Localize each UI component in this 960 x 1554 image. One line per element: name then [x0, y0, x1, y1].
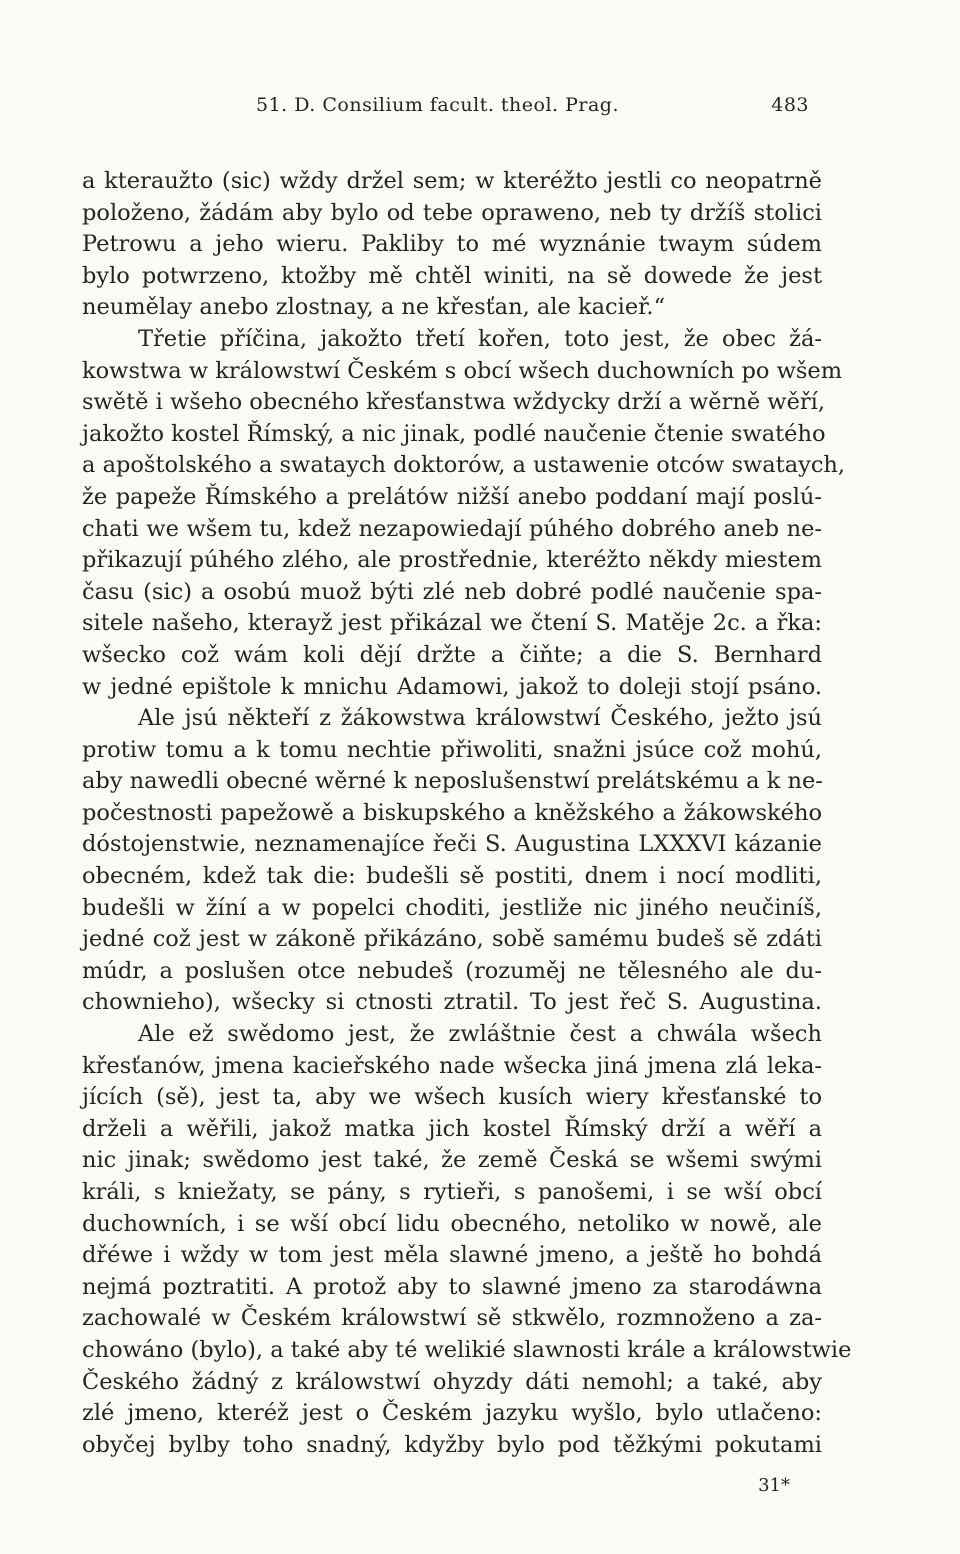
text-line: že papeže Římského a prelátów nižší anebo poddaní mají poslú- [82, 483, 822, 510]
text-line: chownieho), wšecky si ctnosti ztratil. To jest řeč S. Augustina. [82, 989, 822, 1016]
text-line: jedné což jest w zákoně přikázáno, sobě samému budeš sě zdáti [82, 926, 822, 953]
text-line: zlé jmeno, kteréž jest o Českém jazyku wyšlo, bylo utlačeno: [82, 1400, 822, 1427]
text-line: jících (sě), jest ta, aby we wšech kusích wiery křesťanské to [82, 1084, 822, 1111]
text-line: neumělay anebo zlostnay, a ne křesťan, ale kacieř.“ [82, 294, 666, 321]
text-line: chowáno (bylo), a také aby té welikié slawnosti krále a králowstwie [82, 1336, 852, 1363]
text-line: Petrowu a jeho wieru. Pakliby to mé wyznánie twaym súdem [82, 231, 822, 258]
text-line: kowstwa w králowstwí Českém s obcí wšech duchowních po wšem [82, 357, 843, 384]
text-line: křesťanów, jmena kacieřského nade wšecka jiná jmena zlá leka- [82, 1052, 822, 1079]
text-line: a kteraužto (sic) wždy držel sem; w kteréžto jestli co neopatrně [82, 168, 822, 194]
page-header [82, 94, 822, 134]
running-head: 51. D. Consilium facult. theol. Prag. [256, 94, 620, 116]
text-line: zachowalé w Českém králowstwí sě stkwělo, rozmnoženo a za- [82, 1305, 822, 1332]
text-line: králi, s kniežaty, se pány, s rytieři, s panošemi, i se wší obcí [82, 1179, 822, 1205]
page-number: 483 [771, 94, 809, 116]
text-line: dřéwe i wždy w tom jest měla slawné jmeno, a ještě ho bohdá [82, 1242, 822, 1269]
text-line: nejmá poztratiti. A protož aby to slawné jmeno za starodáwna [82, 1273, 822, 1300]
text-line: Ale ež swědomo jest, že zwláštnie čest a chwála wšech [138, 1021, 822, 1048]
text-line: dóstojenstwie, neznamenajíce řeči S. Augustina LXXXVI kázanie [82, 831, 822, 858]
body-text [82, 166, 852, 1461]
text-line: obyčej bylby toho snadný, kdyžby bylo pod těžkými pokutami [82, 1431, 822, 1458]
text-line: a apoštolského a swataych doktorów, a ustawenie otców swataych, [82, 452, 846, 479]
text-line: Ale jsú někteří z žákowstwa králowstwí Českého, ježto jsú [138, 705, 822, 732]
text-line: času (sic) a osobú muož býti zlé neb dobré podlé naučenie spa- [82, 578, 822, 605]
text-line: Třetie příčina, jakožto třetí kořen, toto jest, že obec žá- [138, 325, 822, 352]
text-line: sitele našeho, kterayž jest přikázal we čtení S. Matěje 2c. a řka: [82, 610, 822, 637]
text-line: počestnosti papežowě a biskupského a kněžského a žákowského [82, 799, 822, 826]
text-line: drželi a wěřili, jakož matka jich kostel Římský drží a wěří a [82, 1115, 822, 1142]
text-line: duchowních, i se wší obcí lidu obecného, netoliko w nowě, ale [82, 1210, 822, 1237]
text-line: swětě i wšeho obecného křesťanstwa wždycky drží a wěrně wěří, [82, 389, 825, 416]
text-line: přikazují púhého zlého, ale prostřednie, kteréžto někdy miestem [82, 547, 822, 574]
text-line: položeno, žádám aby bylo od tebe opraweno, neb ty držíš stolici [82, 199, 822, 226]
text-line: protiw tomu a k tomu nechtie přiwoliti, snažni jsúce což mohú, [82, 736, 822, 763]
signature-mark: 31* [758, 1475, 790, 1497]
text-line: Českého žádný z králowstwí ohyzdy dáti nemohl; a také, aby [82, 1368, 822, 1395]
text-line: w jedné epištole k mnichu Adamowi, jakož to doleji stojí psáno. [82, 673, 822, 700]
text-line: múdr, a poslušen otce nebudeš (rozuměj ne tělesného ale du- [82, 957, 822, 984]
text-line: wšecko což wám koli dějí držte a čiňte; a die S. Bernhard [82, 641, 822, 668]
text-line: bylo potwrzeno, ktožby mě chtěl winiti, na sě dowede že jest [82, 262, 822, 289]
book-page [82, 94, 852, 1497]
text-line: aby nawedli obecné wěrné k neposlušenstwí prelátskému a k ne- [82, 768, 823, 795]
text-line: budešli w žíní a w popelci choditi, jestliže nic jiného neučiníš, [82, 894, 822, 921]
text-line: nic jinak; swědomo jest také, že země Česká se wšemi swými [82, 1147, 822, 1174]
text-line: obecném, kdež tak die: budešli sě postiti, dnem i nocí modliti, [82, 863, 822, 890]
text-line: jakožto kostel Římský, a nic jinak, podlé naučenie čtenie swatého [82, 420, 826, 447]
text-line: chati we wšem tu, kdež nezapowiedají púhého dobrého aneb ne- [82, 515, 822, 542]
